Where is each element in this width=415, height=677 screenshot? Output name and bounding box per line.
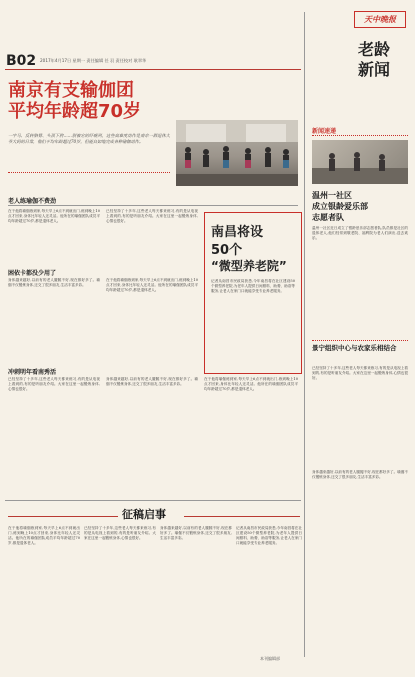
feature-title-1: 南昌将设 [211,225,264,240]
right-photo [312,140,408,184]
right-mid-heading: 景宁组织中心与农家乐相结合 [312,344,397,352]
feature-title-2: 50个 [211,243,243,258]
article-col-1: 在于他将瑜伽练到家,每天早上6点不到就出门,练到晚上10点才回来,身体比年轻人还灵活。他所在的瑜伽团队成员平均年龄超过70岁,都是退休老人。 [8,209,100,223]
headline-deck: 一字马、反转胳臂、头顶下胯……别被它的吓唬到，这些高难度动作是南京一群退休大爷大妈的日常，他们平均年龄超过70岁，但能自如地完成各种瑜伽动作。 [8,133,170,144]
deck-rule [8,172,170,173]
right-mid-body: 已经坚持了十多年,这些老人每天都来练习,有的是从电视上看到的,有的是听朋友介绍。大家在这里一起锻炼身体,心情也很好。 [312,366,408,380]
article-col-1c: 已经坚持了十多年,这些老人每天都来练习,有的是从电视上看到的,有的是听朋友介绍。大家在这里一起锻炼身体,心情也很好。 [8,377,100,391]
yoga-photo-figures [176,120,298,186]
article-col-2b: 在于他将瑜伽练到家,每天早上6点不到就出门,练到晚上10点才回来,身体比年轻人还灵活。他所在的瑜伽团队成员平均年龄超过70岁,都是退休老人。 [106,278,198,292]
article-col-3: 在于他将瑜伽练到家,每天早上6点不到就出门,练到晚上10点才回来,身体比年轻人还灵活。他所在的瑜伽团队成员平均年龄超过70岁,都是退休老人。 [204,377,298,391]
logo-text: 天中晚报 [354,11,406,28]
logo-block [350,10,408,108]
yoga-photo [176,120,298,186]
header-rule [5,69,301,70]
right-news-body: 温州一社区近日成立了银龄爱乐部志愿者队,队员都是社区的退休老人,他们经常到敬老院、福利院为老人们演出,送去欢乐。 [312,226,408,240]
article-col-2: 已经坚持了十多年,这些老人每天都来练习,有的是从电视上看到的,有的是听朋友介绍。大家在这里一起锻炼身体,心情也很好。 [106,209,198,223]
section-heading-2: 困依卡都没少用了 [8,270,57,277]
right-news-title-2: 成立银龄爱乐部 [312,202,368,211]
headline-line2: 平均年龄超70岁 [8,101,142,122]
feature-body: 记者从南昌市民政局获悉,今年南昌将在社区建设50个微型养老院,为老年人提供日间照料、助餐、助浴等服务,让老人在家门口就能享受专业养老服务。 [211,279,295,293]
bottom-col-2: 已经坚持了十多年,这些老人每天都来练习,有的是从电视上看到的,有的是听朋友介绍。大家在这里一起锻炼身体,心情也很好。 [84,526,156,540]
bottom-col-3: 身体越来越好,以前有的老人腰腿不好,现在都好多了。瑜伽不仅锻炼身体,还交了很多朋友,生活丰富多彩。 [160,526,232,540]
page-code: B02 [6,53,37,69]
right-section-heading: 新闻速递 [312,128,337,135]
section-heading-3: 冲刺明年看南秀活 [8,369,57,376]
bottom-title: 征稿启事 [122,508,166,521]
article-col-2c: 身体越来越好,以前有的老人腰腿不好,现在都好多了。瑜伽不仅锻炼身体,还交了很多朋友,生活丰富多彩。 [106,377,198,386]
bottom-col-4: 记者从南昌市民政局获悉,今年南昌将在社区建设50个微型养老院,为老年人提供日间照料、助餐、助浴等服务,让老人在家门口就能享受专业养老服务。 [236,526,302,545]
feature-title-3: “微型养老院” [211,259,287,273]
footer-credit: 本刊编辑部 [260,656,280,661]
feature-box [204,212,302,374]
right-news-title-3: 志愿者队 [312,213,344,222]
bottom-divider [5,500,301,501]
bottom-rule-left [8,516,118,517]
right-low-body: 身体越来越好,以前有的老人腰腿不好,现在都好多了。瑜伽不仅锻炼身体,还交了很多朋友,生活丰富多彩。 [312,470,408,479]
date-line: 2017年4月17日 星期一 责任编辑 任 羽 责任校对 耿翠华 [40,58,147,63]
bottom-rule-right [184,516,300,517]
section-heading-1: 老人练瑜伽不费劲 [8,198,57,205]
bottom-col-1: 在于他将瑜伽练到家,每天早上6点不到就出门,练到晚上10点才回来,身体比年轻人还灵活。他所在的瑜伽团队成员平均年龄超过70岁,都是退休老人。 [8,526,80,545]
right-mid-rule [312,340,408,341]
right-news-title-1: 温州一社区 [312,191,352,200]
headline-line1: 南京有支输伽团 [8,80,134,101]
right-photo-scene [312,140,408,184]
section-1-rule [8,205,298,206]
right-heading-rule [312,135,408,136]
column-name: 老龄 新闻 [358,40,391,79]
article-col-1b: 身体越来越好,以前有的老人腰腿不好,现在都好多了。瑜伽不仅锻炼身体,还交了很多朋友,生活丰富多彩。 [8,278,100,287]
right-column-divider [304,12,305,657]
